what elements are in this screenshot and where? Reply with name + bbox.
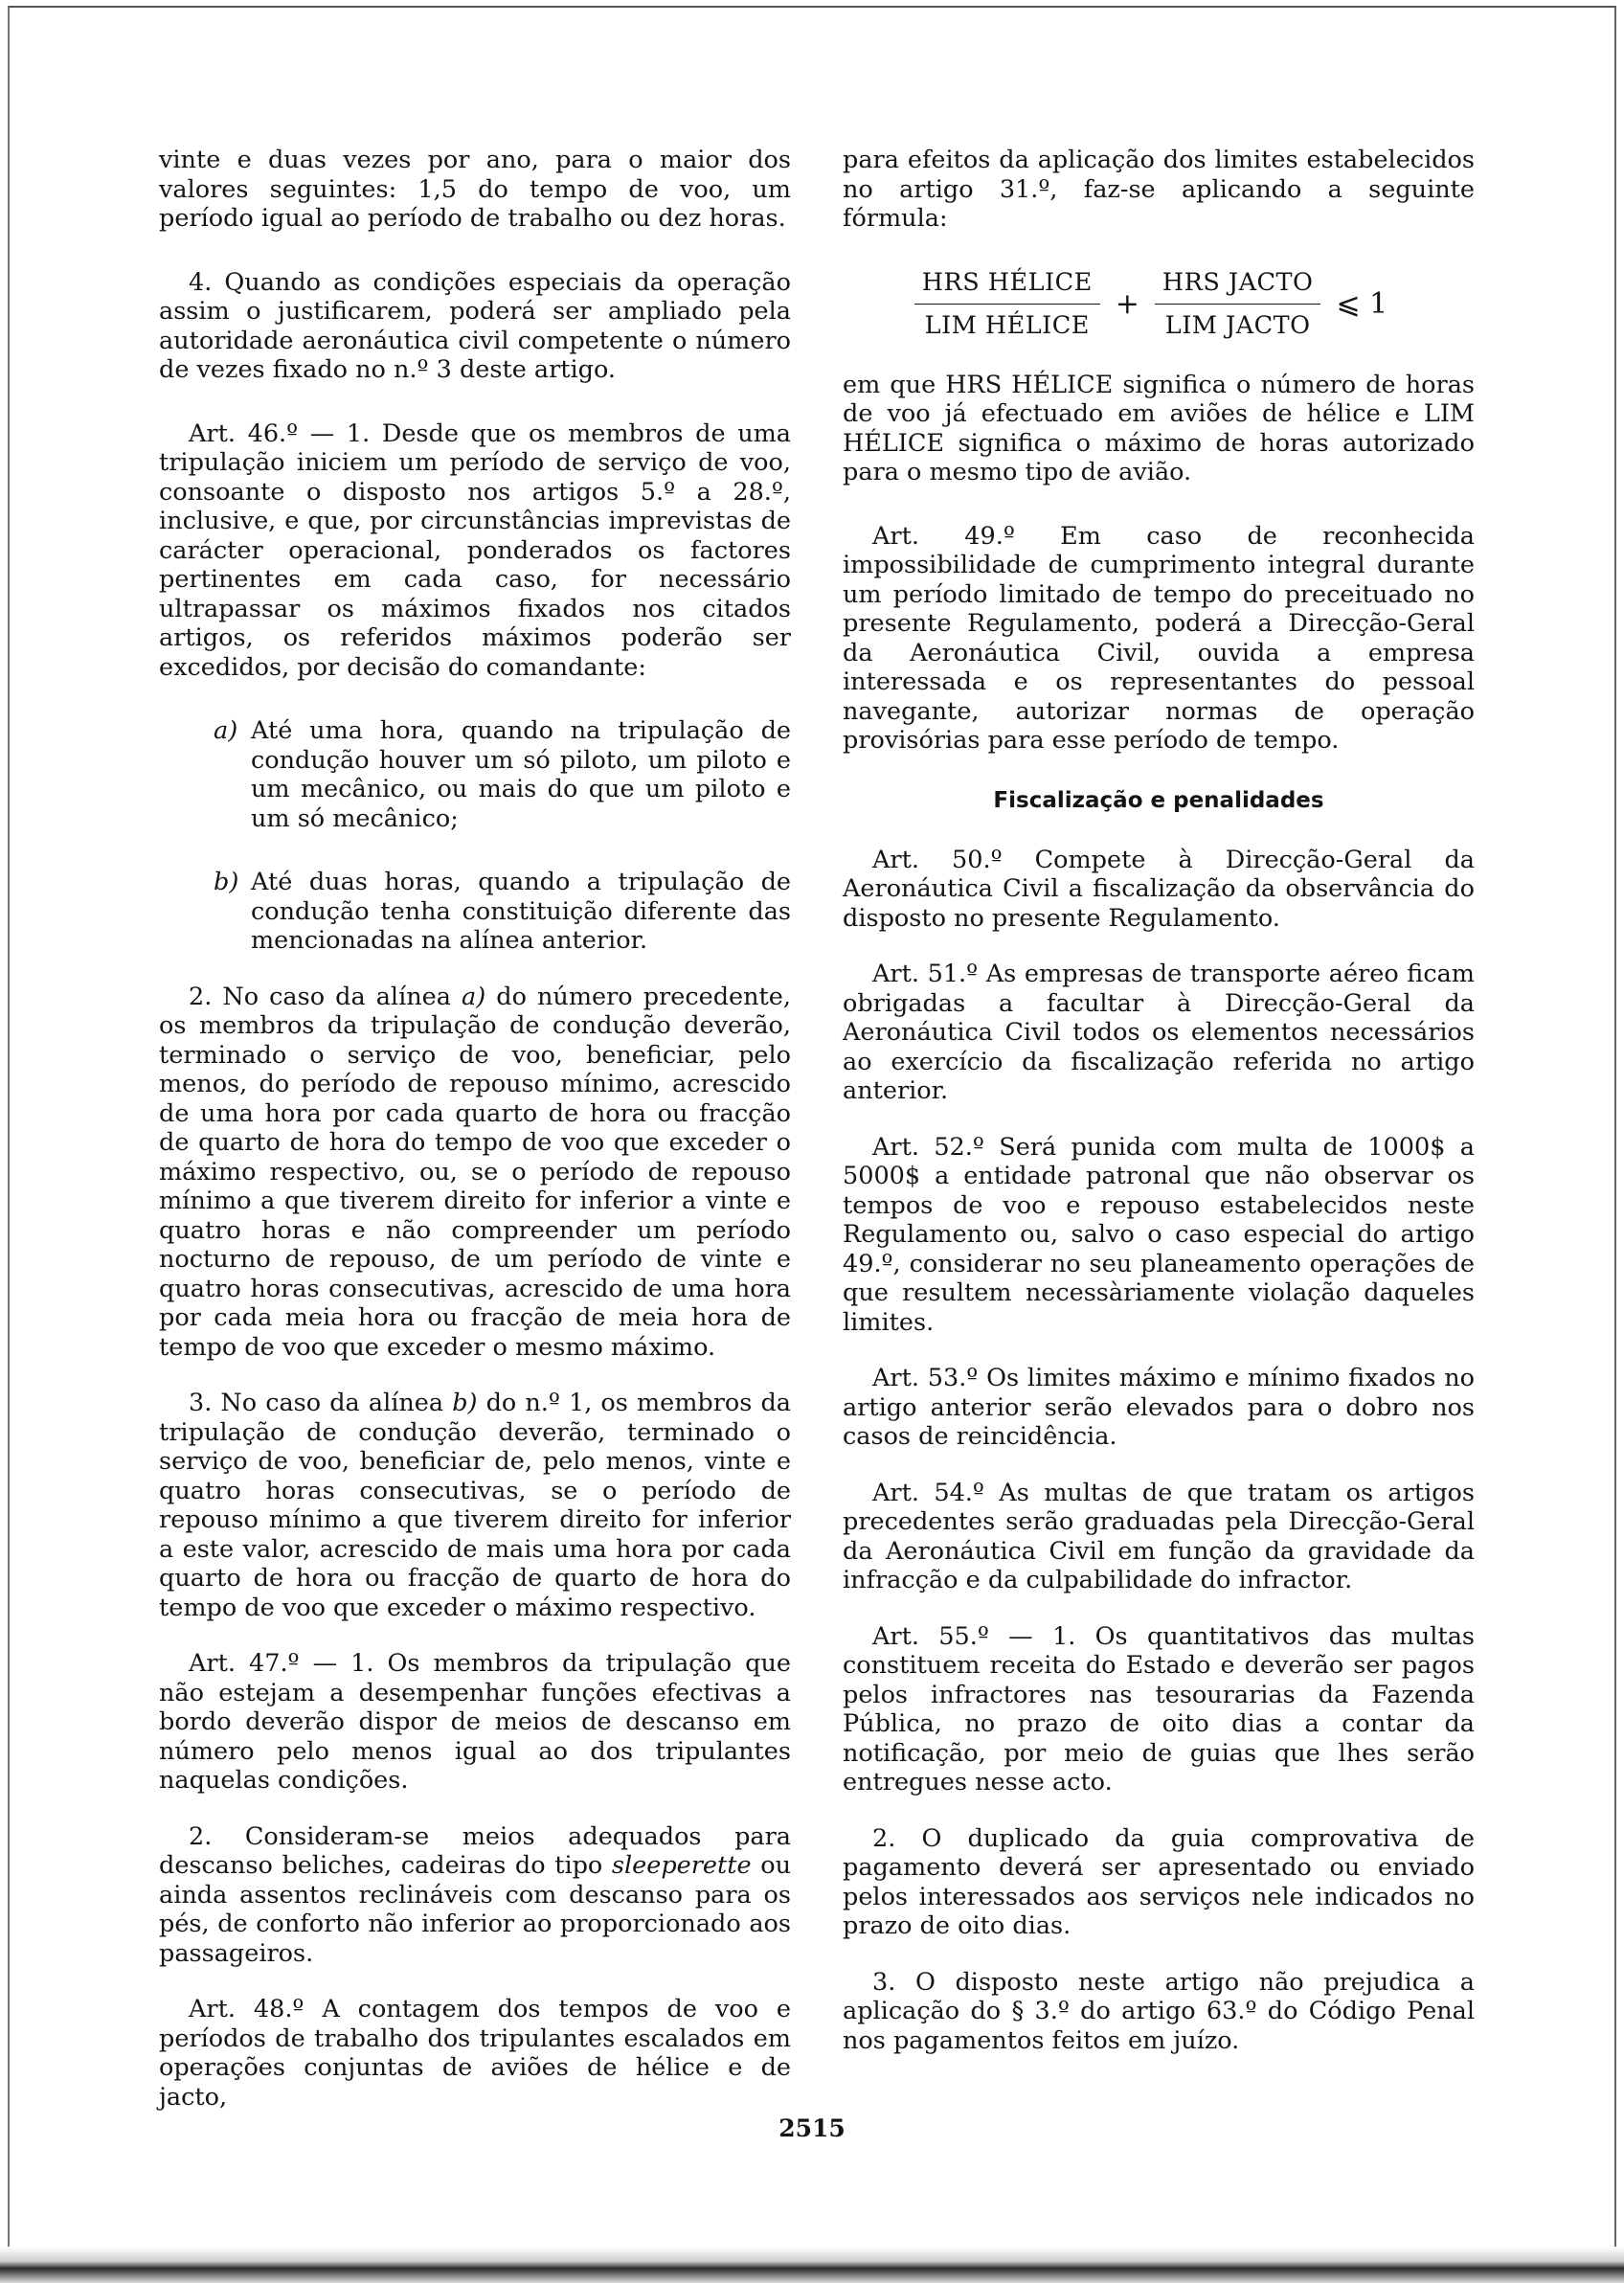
paragraph: em que HRS HÉLICE significa o número de horas de voo já efectuado em aviões de hélice e LIM HÉLICE significa o máximo de horas autorizado para o mesmo tipo de avião. bbox=[843, 370, 1475, 486]
fraction-bar bbox=[1155, 304, 1321, 305]
list-item-text: Até duas horas, quando a tripulação de condução tenha constituição diferente das mencionadas na alínea anterior. bbox=[251, 868, 791, 955]
article-51-paragraph: Art. 51.º As empresas de transporte aéreo ficam obrigadas a facultar à Direcção-Geral da Aeronáutica Civil todos os elementos necessários ao exercício da fiscalização referida no artigo anterior. bbox=[843, 960, 1475, 1105]
fraction-bar bbox=[914, 304, 1100, 305]
paragraph: vinte e duas vezes por ano, para o maior dos valores seguintes: 1,5 do tempo de voo, um período igual ao período de trabalho ou dez horas. bbox=[159, 146, 791, 233]
paragraph bbox=[159, 983, 791, 1363]
section-heading: Fiscalização e penalidades bbox=[993, 787, 1324, 813]
article-53-paragraph: Art. 53.º Os limites máximo e mínimo fixados no artigo anterior serão elevados para o dobro nos casos de reincidência. bbox=[843, 1364, 1475, 1451]
list-item-a bbox=[214, 716, 791, 833]
fraction bbox=[914, 268, 1100, 340]
italic-ref: a) bbox=[462, 982, 486, 1011]
paragraph: 3. O disposto neste artigo não prejudica a aplicação do § 3.º do artigo 63.º do Código Penal nos pagamentos feitos em juízo. bbox=[843, 1967, 1475, 2055]
italic-ref: b) bbox=[452, 1389, 478, 1417]
paragraph bbox=[159, 1389, 791, 1622]
page-number: 2515 bbox=[778, 2114, 846, 2142]
right-column bbox=[843, 146, 1475, 2055]
numerator: HRS JACTO bbox=[1162, 267, 1314, 297]
relation: ⩽ 1 bbox=[1336, 286, 1388, 321]
article-52-paragraph: Art. 52.º Será punida com multa de 1000$ a 5000$ a entidade patronal que não observar os tempos de voo e repouso estabelecidos neste Regulamento ou, salvo o caso especial do artigo 49.º, considerar no seu planeamento operações de que resultem necessàriamente violação daqueles limites. bbox=[843, 1132, 1475, 1337]
article-55-paragraph: Art. 55.º — 1. Os quantitativos das multas constituem receita do Estado e deverão ser pagos pelos infractores nas tesourarias da Fazenda Pública, no prazo de oito dias a contar da notificação, por meio de guias que lhes serão entregues nesse acto. bbox=[843, 1621, 1475, 1797]
article-47-paragraph: Art. 47.º — 1. Os membros da tripulação que não estejam a desempenhar funções efectivas a bordo deverão dispor de meios de descanso em número pelo menos igual ao dos tripulantes naquelas condições. bbox=[159, 1649, 791, 1795]
text-run: 2. Consideram-se meios adequados para descanso beliches, cadeiras do tipo bbox=[159, 1821, 791, 1880]
text-run: 3. No caso da alínea bbox=[189, 1389, 453, 1417]
article-50-paragraph: Art. 50.º Compete à Direcção-Geral da Aeronáutica Civil a fiscalização da observância do disposto no presente Regulamento. bbox=[843, 845, 1475, 933]
fraction bbox=[1155, 268, 1321, 340]
scan-edge bbox=[0, 2247, 1624, 2283]
list-item-label: a) bbox=[214, 716, 238, 745]
article-46-paragraph: Art. 46.º — 1. Desde que os membros de uma tripulação iniciem um período de serviço de voo, consoante o disposto nos artigos 5.º a 28.º, inclusive, e que, por circunstâncias imprevistas de carácter operacional, ponderados os factores pertinentes em cada caso, for necessário ultrapassar os máximos fixados nos citados artigos, os referidos máximos poderão ser excedidos, por decisão do comandante: bbox=[159, 418, 791, 682]
list-item-text: Até uma hora, quando na tripulação de condução houver um só piloto, um piloto e um mecânico, ou mais do que um piloto e um só mecânico; bbox=[251, 716, 791, 833]
numerator: HRS HÉLICE bbox=[921, 267, 1093, 297]
paragraph: 2. O duplicado da guia comprovativa de pagamento deverá ser apresentado ou enviado pelos interessados aos serviços nele indicados no prazo de oito dias. bbox=[843, 1823, 1475, 1940]
plus-sign: + bbox=[1115, 286, 1139, 321]
left-column bbox=[159, 146, 791, 2112]
article-49-paragraph: Art. 49.º Em caso de reconhecida impossibilidade de cumprimento integral durante um período limitado de tempo do preceituado no presente Regulamento, poderá a Direcção-Geral da Aeronáutica Civil, ouvida a empresa interessada e os representantes do pessoal navegante, autorizar normas de operação provisórias para esse período de tempo. bbox=[843, 521, 1475, 755]
formula bbox=[843, 268, 1475, 340]
text-run: ou ainda assentos reclináveis com descanso para os pés, de conforto não inferior ao proporcionado aos passageiros. bbox=[159, 1851, 791, 1968]
text-run: 2. No caso da alínea bbox=[189, 982, 462, 1011]
denominator: LIM HÉLICE bbox=[924, 310, 1090, 340]
denominator: LIM JACTO bbox=[1164, 310, 1311, 340]
italic-term: sleeperette bbox=[611, 1851, 752, 1880]
paragraph bbox=[159, 1822, 791, 1969]
article-54-paragraph: Art. 54.º As multas de que tratam os artigos precedentes serão graduadas pela Direcção-Geral da Aeronáutica Civil em função da gravidade da infracção e da culpabilidade do infractor. bbox=[843, 1478, 1475, 1594]
text-run: do número precedente, os membros da tripulação de condução deverão, terminado o serviço de voo, beneficiar, pelo menos, do período de repouso mínimo, acrescido de uma hora por cada quarto de hora ou fracção de quarto de hora do tempo de voo que exceder o máximo respectivo, ou, se o período de repouso mínimo a que tiverem direito for inferior a vinte e quatro horas e não compreender um período nocturno de repouso, de um período de vinte e quatro horas consecutivas, acrescido de uma hora por cada meia hora ou fracção de meia hora de tempo de voo que exceder o mesmo máximo. bbox=[159, 982, 791, 1362]
text-run: do n.º 1, os membros da tripulação de condução deverão, terminado o serviço de voo, beneficiar de, pelo menos, vinte e quatro horas consecutivas, se o período de repouso mínimo a que tiverem direito for inferior a este valor, acrescido de mais uma hora por cada quarto de hora ou fracção de quarto de hora do tempo de voo que exceder o máximo respectivo. bbox=[159, 1389, 792, 1622]
paragraph: 4. Quando as condições especiais da operação assim o justificarem, poderá ser ampliado pela autoridade aeronáutica civil competente o número de vezes fixado no n.º 3 deste artigo. bbox=[159, 267, 791, 384]
paragraph: para efeitos da aplicação dos limites estabelecidos no artigo 31.º, faz-se aplicando a seguinte fórmula: bbox=[843, 146, 1475, 233]
list-item-label: b) bbox=[214, 868, 239, 896]
article-48-paragraph: Art. 48.º A contagem dos tempos de voo e períodos de trabalho dos tripulantes escalados em operações conjuntas de aviões de hélice e de jacto, bbox=[159, 1995, 791, 2112]
list-item-b bbox=[214, 868, 791, 956]
